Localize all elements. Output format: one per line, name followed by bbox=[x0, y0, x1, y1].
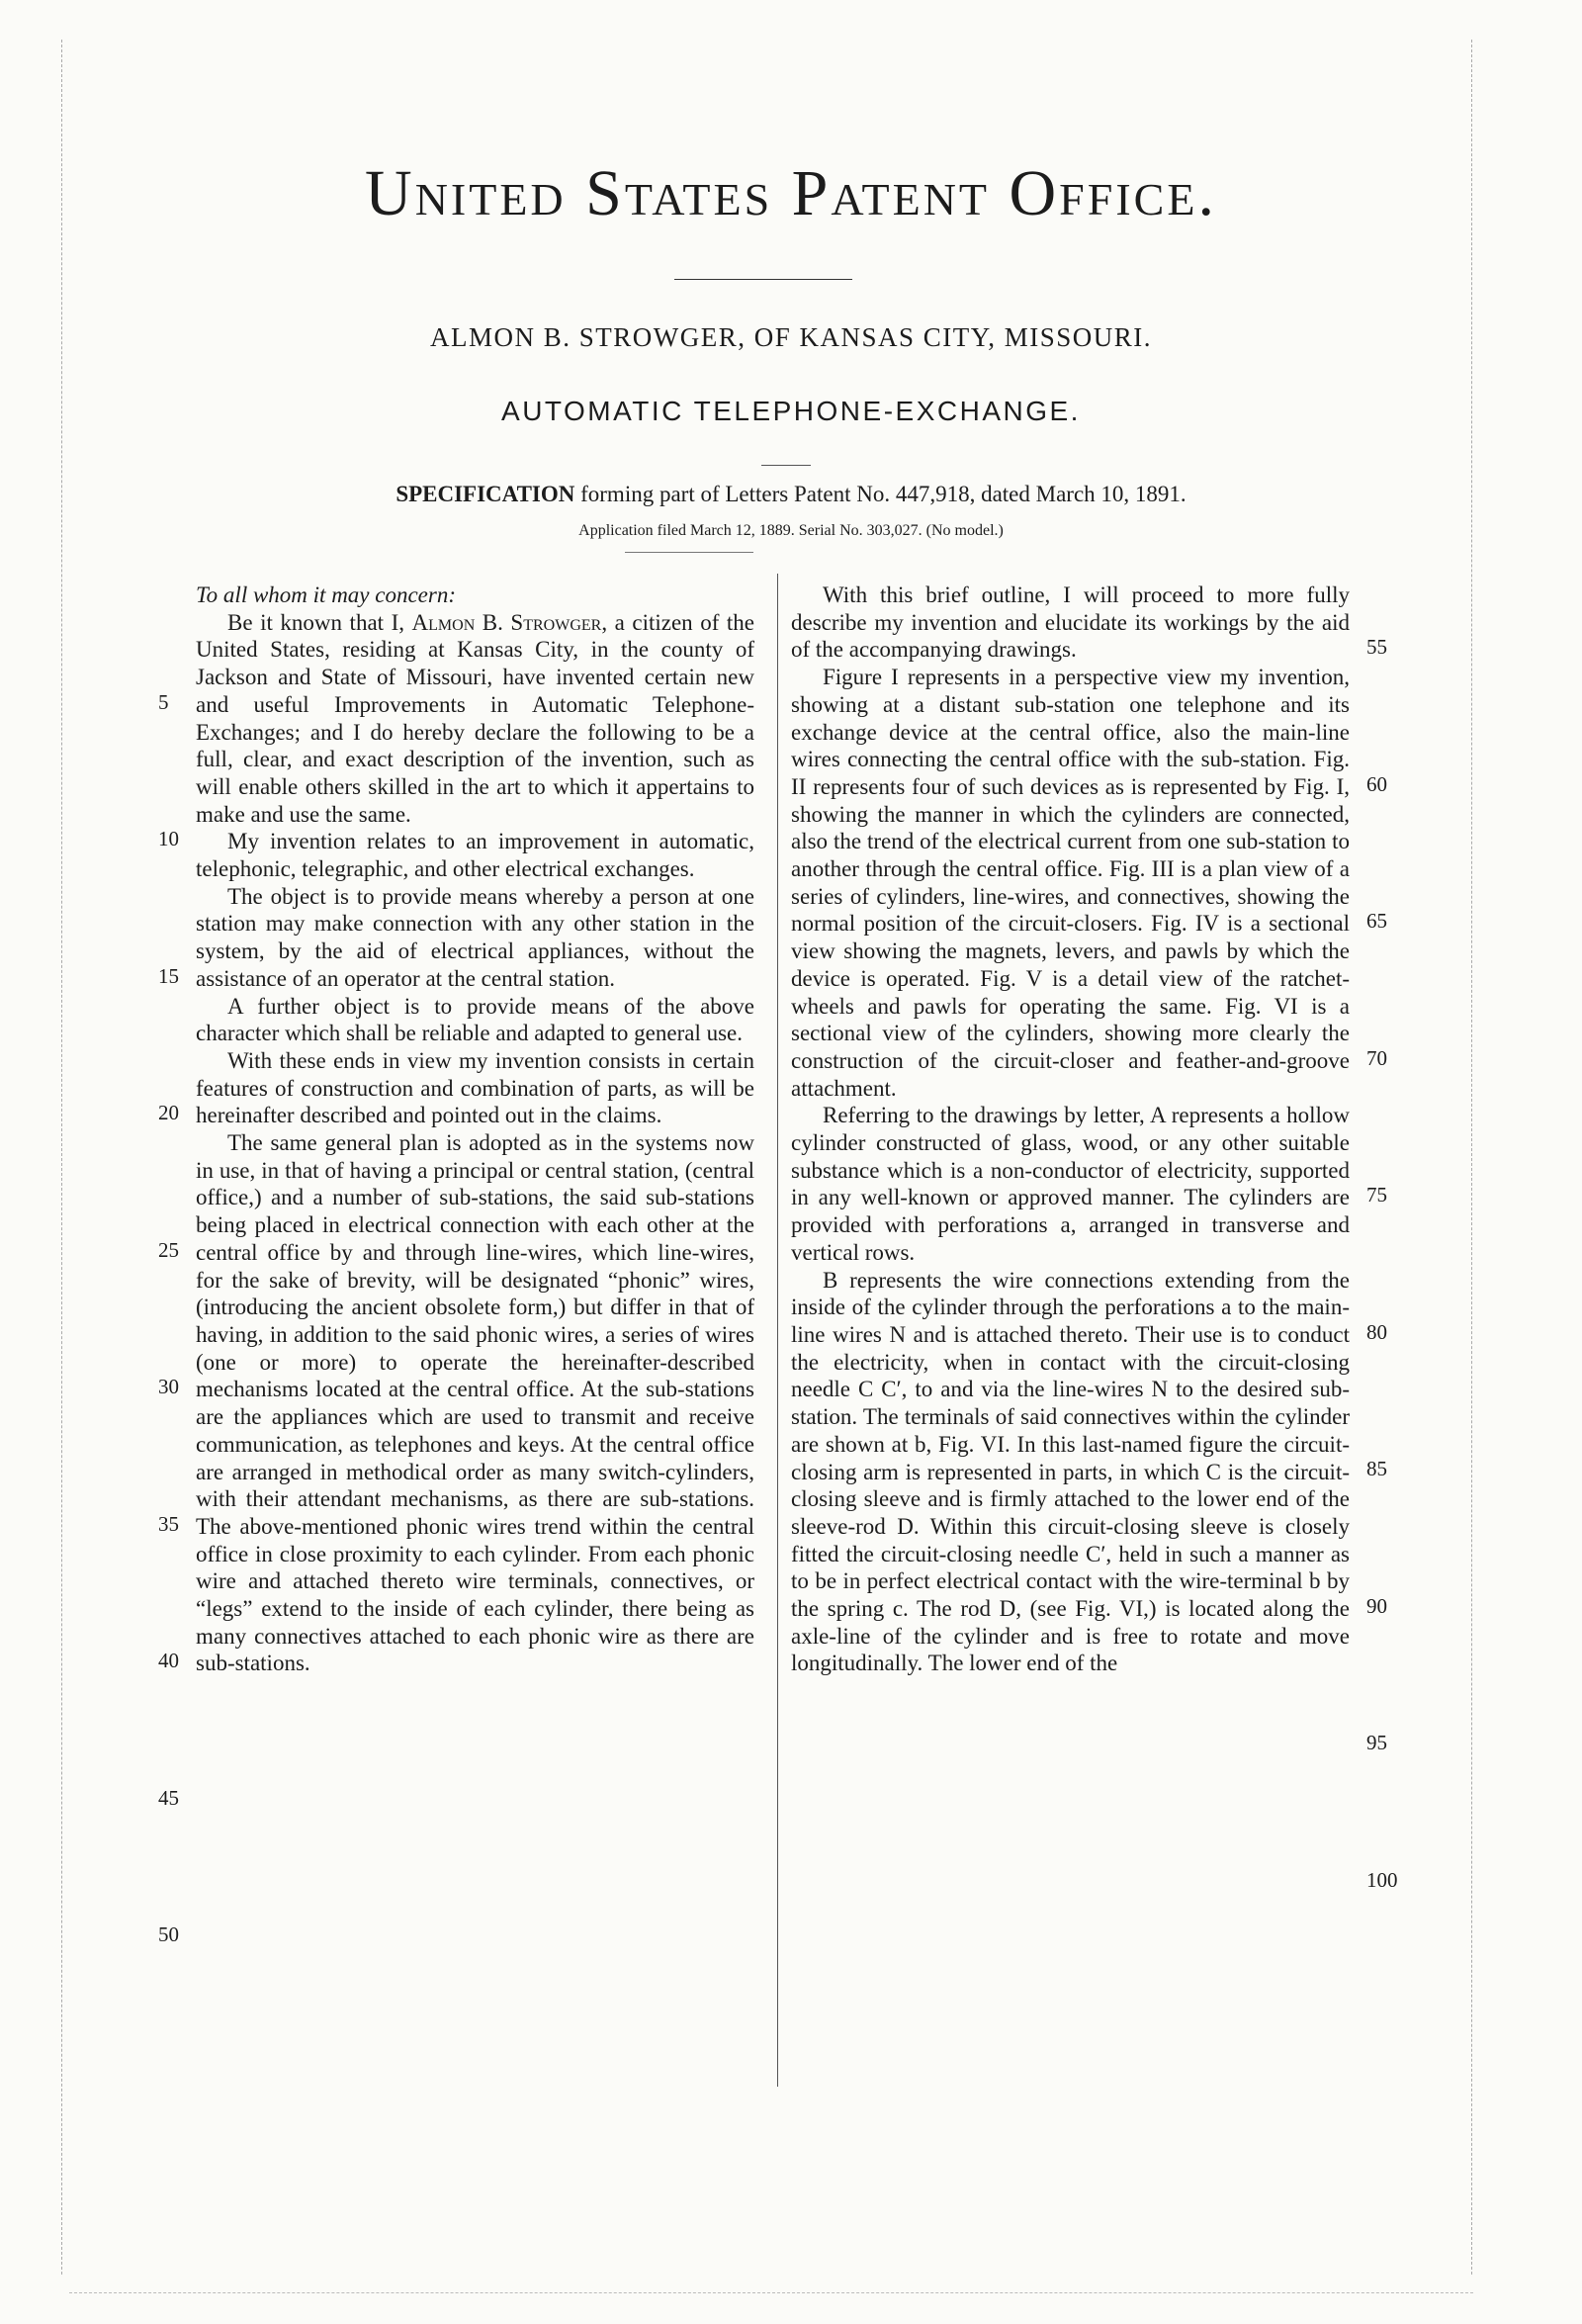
paragraph-text: , a citizen of the United States, residing at Kansas City, in the county of Jackson and State of Missouri, have invented certain new and useful Improvements in Automatic Telephone-Exchanges; and I do hereby declare the following to be a full, clear, and exact description of the invention, such as will enable others skilled in the art to which it appertains to make and use the same. bbox=[196, 609, 755, 827]
right-margin-line bbox=[1471, 40, 1472, 2275]
line-number: 25 bbox=[158, 1238, 179, 1262]
line-number: 30 bbox=[158, 1375, 179, 1398]
line-number: 5 bbox=[158, 690, 169, 714]
line-number: 60 bbox=[1366, 772, 1387, 796]
line-number: 100 bbox=[1366, 1868, 1398, 1892]
paragraph: With this brief outline, I will proceed to more fully describe my invention and elucidate its workings by the aid of the accompanying drawings. bbox=[791, 582, 1350, 663]
paragraph: The same general plan is adopted as in the systems now in use, in that of having a principal or central station, (central office,) and a number of sub-stations, the said sub-stations being placed in electrical connection with each other at the central office by and through line-wires, which line-wires, for the sake of brevity, will be designated “phonic” wires, (introducing the ancient obsolete form,) but differ in that of having, in addition to the said phonic wires, a series of wires (one or more) to operate the hereinafter-described mechanisms located at the central office. At the sub-stations are the appliances which are used to transmit and receive communication, as telephones and keys. At the central office are arranged in methodical order as many switch-cylinders, with their attendant mechanisms, as there are sub-stations. The above-mentioned phonic wires trend within the central office in close proximity to each cylinder. From each phonic wire and attached thereto wire terminals, connectives, or “legs” extend to the inside of each cylinder, there being as many connectives attached to each phonic wire as there are sub-stations. bbox=[196, 1130, 754, 1676]
line-number: 15 bbox=[158, 964, 179, 988]
invention-title: AUTOMATIC TELEPHONE-EXCHANGE. bbox=[501, 396, 1081, 426]
application-line: Application filed March 12, 1889. Serial No. 303,027. (No model.) bbox=[578, 522, 1004, 539]
left-column bbox=[196, 581, 754, 1677]
line-number: 95 bbox=[1366, 1731, 1387, 1754]
column-divider bbox=[777, 574, 778, 2087]
paragraph bbox=[196, 609, 754, 829]
line-number: 40 bbox=[158, 1649, 179, 1672]
inventor-line: ALMON B. STROWGER, OF KANSAS CITY, MISSOURI. bbox=[429, 322, 1153, 352]
salutation: To all whom it may concern: bbox=[196, 582, 456, 607]
line-number: 75 bbox=[1366, 1183, 1387, 1207]
line-number: 10 bbox=[158, 827, 179, 850]
line-number: 80 bbox=[1366, 1320, 1387, 1344]
line-number: 20 bbox=[158, 1101, 179, 1124]
line-number: 55 bbox=[1366, 635, 1387, 659]
line-number: 85 bbox=[1366, 1457, 1387, 1480]
line-number: 50 bbox=[158, 1922, 179, 1946]
title-rule bbox=[674, 279, 852, 280]
application-rule bbox=[625, 552, 753, 553]
left-margin-line bbox=[61, 40, 62, 2275]
paragraph-text: Be it known that I, bbox=[227, 609, 412, 635]
paragraph: Referring to the drawings by letter, A represents a hollow cylinder constructed of glass, wood, or any other suitable substance which is a non-conductor of electricity, supported in any well-known or approved manner. The cylinders are provided with perforations a, arranged in transverse and vertical rows. bbox=[791, 1103, 1350, 1265]
line-number: 70 bbox=[1366, 1046, 1387, 1070]
paragraph: With these ends in view my invention consists in certain features of construction and combination of parts, as will be hereinafter described and pointed out in the claims. bbox=[196, 1047, 754, 1128]
line-number: 35 bbox=[158, 1512, 179, 1536]
line-number: 65 bbox=[1366, 909, 1387, 933]
paragraph: A further object is to provide means of the above character which shall be reliable and adapted to general use. bbox=[196, 993, 754, 1046]
right-column bbox=[791, 581, 1350, 1677]
spec-label: SPECIFICATION bbox=[396, 482, 575, 506]
paragraph: Figure I represents in a perspective view my invention, showing at a distant sub-station one telephone and its exchange device at the central office, also the main-line wires connecting the central office with the sub-station. Fig. II represents four of such devices as is represented by Fig. I, showing the manner in which the cylinders are connected, also the trend of the electrical current from one sub-station to another through the central office. Fig. III is a plan view of a series of cylinders, line-wires, and connectives, showing the normal position of the circuit-closers. Fig. IV is a sectional view showing the magnets, levers, and pawls by which the device is operated. Fig. V is a detail view of the ratchet-wheels and pawls for operating the same. Fig. VI is a sectional view of the cylinders, showing more clearly the construction of the circuit-closer and feather-and-groove attachment. bbox=[791, 665, 1350, 1101]
paragraph: B represents the wire connections extending from the inside of the cylinder through the perforations a to the main-line wires N and is attached thereto. Their use is to conduct the electricity, when in contact with the circuit-closing needle C C′, to and via the line-wires N to the desired sub-station. The terminals of said connectives within the cylinder are shown at b, Fig. VI. In this last-named figure the circuit-closing arm is represented in parts, in which C is the circuit-closing sleeve and is firmly attached to the lower end of the sleeve-rod D. Within this circuit-closing sleeve is closely fitted the circuit-closing needle C′, held in such a manner as to be in perfect electrical contact with the wire-terminal b by the spring c. The rod D, (see Fig. VI,) is located along the axle-line of the cylinder and is free to rotate and move longitudinally. The lower end of the bbox=[791, 1267, 1350, 1676]
paragraph: The object is to provide means whereby a person at one station may make connection with any other station in the system, by the aid of electrical appliances, without the assistance of an operator at the central station. bbox=[196, 883, 754, 991]
line-number: 45 bbox=[158, 1786, 179, 1810]
line-number: 90 bbox=[1366, 1594, 1387, 1618]
office-title: United States Patent Office. bbox=[365, 157, 1217, 229]
paragraph: My invention relates to an improvement in automatic, telephonic, telegraphic, and other electrical exchanges. bbox=[196, 829, 754, 882]
bottom-rule bbox=[69, 2292, 1473, 2293]
spec-text: forming part of Letters Patent No. 447,918, dated March 10, 1891. bbox=[574, 482, 1186, 506]
specification-line bbox=[0, 482, 1582, 507]
title-short-rule bbox=[761, 465, 811, 466]
inventor-name: Almon B. Strowger bbox=[411, 609, 602, 635]
